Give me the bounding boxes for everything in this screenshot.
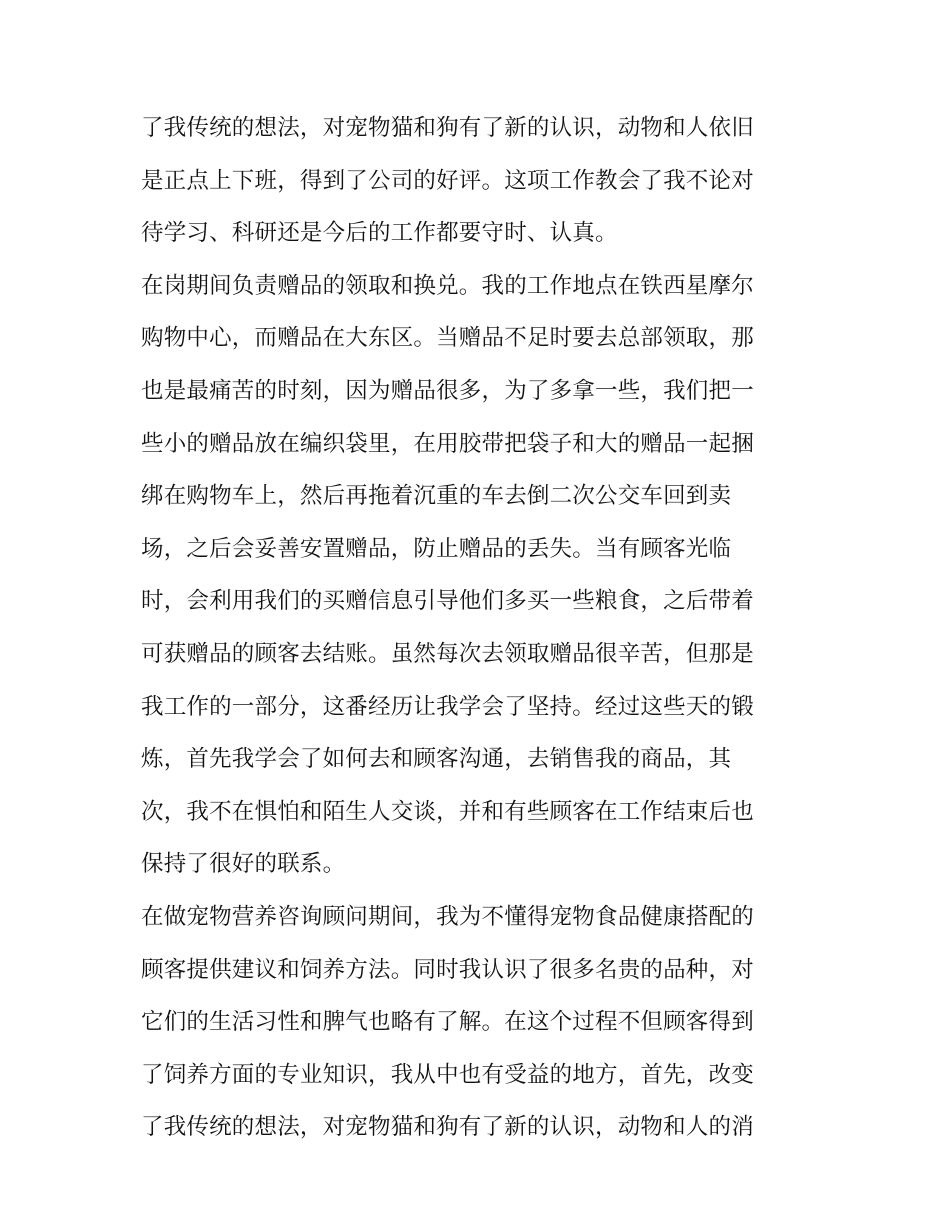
- text-line: 了我传统的想法，对宠物猫和狗有了新的认识，动物和人依旧: [141, 115, 754, 141]
- text-line: 也是最痛苦的时刻，因为赠品很多，为了多拿一些，我们把一: [141, 377, 754, 404]
- text-line: 我工作的一部分，这番经历让我学会了坚持。经过这些天的锻: [141, 693, 754, 720]
- text-line: 可获赠品的顾客去结账。虽然每次去领取赠品很辛苦，但那是: [141, 640, 754, 667]
- text-line: 购物中心，而赠品在大东区。当赠品不足时要去总部领取，那: [141, 325, 754, 352]
- text-line: 保持了很好的联系。: [141, 851, 346, 878]
- text-line: 些小的赠品放在编织袋里，在用胶带把袋子和大的赠品一起捆: [141, 430, 754, 457]
- text-line: 绑在购物车上，然后再拖着沉重的车去倒二次公交车回到卖: [141, 483, 732, 510]
- text-line: 是正点上下班，得到了公司的好评。这项工作教会了我不论对: [141, 167, 754, 194]
- text-line: 了饲养方面的专业知识，我从中也有受益的地方，首先，改变: [141, 1061, 754, 1088]
- text-line: 次，我不在惧怕和陌生人交谈，并和有些顾客在工作结束后也: [141, 798, 754, 825]
- text-line: 在做宠物营养咨询顾问期间，我为不懂得宠物食品健康搭配的: [141, 903, 754, 930]
- text-line: 它们的生活习性和脾气也略有了解。在这个过程不但顾客得到: [141, 1009, 754, 1036]
- text-line: 时，会利用我们的买赠信息引导他们多买一些粮食，之后带着: [141, 588, 754, 615]
- document-body: [141, 102, 821, 1154]
- text-line: 待学习、科研还是今后的工作都要守时、认真。: [141, 220, 618, 247]
- text-line: 了我传统的想法，对宠物猫和狗有了新的认识，动物和人的消: [141, 1114, 754, 1141]
- text-line: 在岗期间负责赠品的领取和换兑。我的工作地点在铁西星摩尔: [141, 272, 754, 299]
- text-line: 场，之后会妥善安置赠品，防止赠品的丢失。当有顾客光临: [141, 535, 732, 562]
- text-line: 顾客提供建议和饲养方法。同时我认识了很多名贵的品种，对: [141, 956, 754, 983]
- text-line: 炼，首先我学会了如何去和顾客沟通，去销售我的商品，其: [141, 746, 732, 773]
